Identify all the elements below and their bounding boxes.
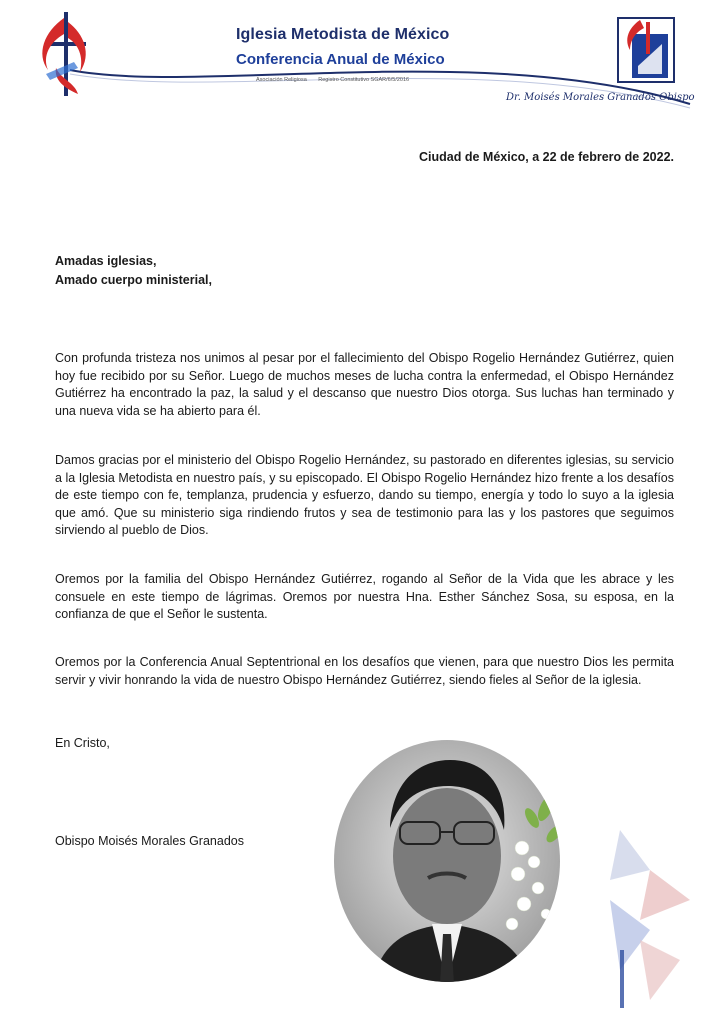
cross-flame-logo-icon [34,8,96,100]
church-name: Iglesia Metodista de México [236,26,450,43]
paragraph-1: Con profunda tristeza nos unimos al pesar por el fallecimiento del Obispo Rogelio Hernández Gutiérrez, quien hoy fue recibido por su Señor. Luego de muchos meses de lucha contra la enfermedad, el Obispo Hernández Gutiérrez ha encontrado la paz, la salud y el descanso que nuestro Dios otorga. Sus luchas han terminado y una nueva vida se ha abierto para él. [55,351,674,418]
portrait-photo [332,738,562,984]
paragraph-2: Damos gracias por el ministerio del Obispo Rogelio Hernández, su pastorado en diferentes iglesias, su servicio a la Iglesia Metodista en nuestro país, y su episcopado. El Obispo Rogelio Hernández hizo frente a los desafíos de este tiempo con fe, templanza, prudencia y esfuerzo, dando su tiempo, energía y todo lo suyo a la iglesia que amó. Que su ministerio siga rindiendo frutos y sea de testimonio para las y los pastores que seguimos sirviendo al pueblo de Dios. [55,453,674,537]
conference-name: Conferencia Anual de México [236,51,445,68]
greeting-line-1: Amadas iglesias, [55,254,157,268]
paragraph-3: Oremos por la familia del Obispo Hernández Gutiérrez, rogando al Señor de la Vida que les abrace y les consuele en este tiempo de lágrimas. Oremos por nuestra Hna. Esther Sánchez Sosa, su esposa, en la confianza de que el Señor le sustenta. [55,572,674,621]
decorative-triangles [590,830,700,1010]
methodist-seal-icon [610,14,682,86]
greeting-line-2: Amado cuerpo ministerial, [55,273,212,287]
signer-name: Obispo Moisés Morales Granados [55,834,244,848]
association-label: Asociación Religiosa [256,77,307,83]
bishop-signature: Dr. Moisés Morales Granados Obispo [506,92,695,103]
paragraph-4: Oremos por la Conferencia Anual Septentrional en los desafíos que vienen, para que nuestro Dios les permita servir y vivir honrando la vida de nuestro Obispo Hernández Gutiérrez, siendo fieles al Señor de la iglesia. [55,655,674,687]
registration-label: Registro Constitutivo SGAR/6/5/2016 [318,77,410,83]
greeting [55,252,212,290]
closing: En Cristo, [55,736,110,750]
letterhead [0,0,708,110]
registration-line [256,77,419,83]
letter-date: Ciudad de México, a 22 de febrero de 2022. [419,150,674,164]
